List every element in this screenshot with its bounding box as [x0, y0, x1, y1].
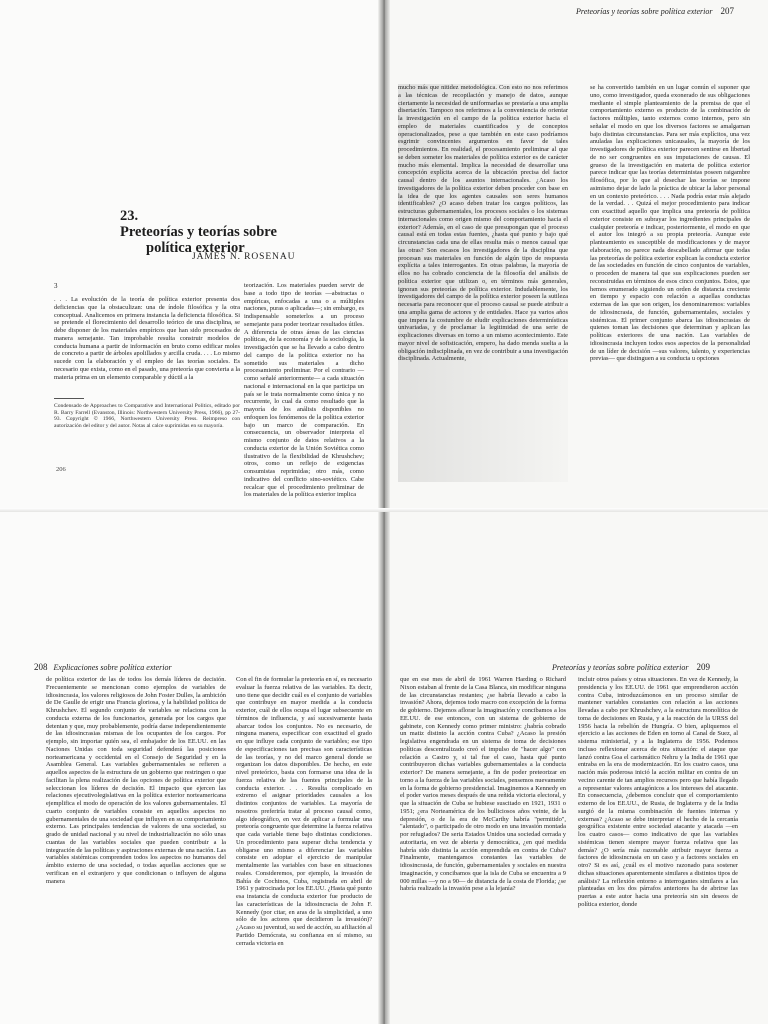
running-header [34, 662, 172, 672]
running-title: Preteorías y teorías sobre política exterior [552, 663, 689, 672]
footnote: Condensado de Approaches to Comparative and International Politics, editado por R. Barry Farrell (Evanston, Illinois: Northwestern University Press, 1966), pp 27-93. Copyright © 1966, Northwestern University Press. Reimpreso con autorización del editor y del autor. Notas al calce suprimidas en su mayoría. [54, 403, 240, 429]
bottom-spread [0, 512, 768, 1024]
paragraph: incluir otros países y otras situaciones. En vez de Kennedy, la presidencia y los EE.UU. de 1961 que emprendieron acción contra Cuba, introduzcámonos en un proceso similar de mantener variables constantes con relación a las acciones llevadas a cabo por Khrushchev, a la estructura monolítica de toma de decisiones en Rusia, y a la reacción de la URSS del 1956 hacia la rebelión de Hungría. O bien, apliquemos el ejercicio a las acciones de Eden en torno al Canal de Suez, al sistema ministerial, y a la Inglaterra de 1956. Podemos incluso reflexionar acerca de otra situación: el ataque que lanzó contra Goa el carismático Nehru y la India de 1961 que entraba en la era de modernización. En los cuatro casos, una nación más poderosa inició la acción militar en contra de un vecino carente de tan amplios recursos pero que había llegado a representar valores antagónicos a los intereses del atacante. En consecuencia, ¿debemos concluir que el comportamiento externo de los EE.UU., de Rusia, de Inglaterra y de la India surgió de la misma combinación de fuentes internas y externas? ¿Acaso se debe interpretar el hecho de la cercanía geográfica existente entre sociedad atacante y atacada —en los cuatro casos— como indicativo de que las variables sistémicas tienen siempre mayor fuerza relativa que las demás? ¿O sería más razonable atribuir mayor fuerza a factores de idiosincrasia en un caso y a factores sociales en otro? Si es así, ¿cuál es el motivo razonado para sostener dichas situaciones aparentemente similares a distintos tipos de análisis? La reflexión entorno a interrogantes similares a las planteadas en los dos párrafos anteriores ha de abrirse las puertas a este autor hacia una preteoría sin sin deseos de política exterior, donde [578, 676, 738, 908]
text-column [400, 676, 566, 1024]
page-207 [384, 0, 768, 512]
paragraph: se ha convertido también en un lugar común el suponer que uno, como investigador, queda exonerado de sus obligaciones mediante el simple planteamiento de la premisa de que el comportamiento externo es producto de la combinación de factores múltiples, tanto externos como internos, pero sin señalar el modo en que los diversos factores se amalgaman bajo distintas circunstancias. Para ser más explícitos, una vez anuladas las explicaciones unicausales, la mayoría de los investigadores de política exterior parecen sentirse en libertad de no ser congruentes en sus imputaciones de causas. El grueso de la investigación en materia de política exterior parece indicar que las teorías deterministas poseen raigambre filosófica, por lo que al desechar las teorías se impone asimismo dejar de lado la práctica de ubicar la labor personal en un contexto preteórico. . . . Nada podría estar más alejado de la verdad. . . Quizá el mejor procedimiento para indicar con exactitud aquello que implica una preteoría de política exterior consiste en subrayar los ingredientes principales de cualquier preteoría e indicar, posteriormente, el modo en que el autor los integró a su propia preteoría. Aunque este planteamiento es susceptible de modificaciones y de mayor elaboración, no parece nada descabellado afirmar que todas las preteorías de política exterior explican la conducta exterior de las sociedades en función de cinco conjuntos de variables, o proceden de manera tal que sus explicaciones pueden ser reconstruidas en términos de esos cinco conjuntos. Estos, que hemos enumerado siguiendo un orden de distancia creciente en tiempo y espacio con relación a aquellas conductas externas de las que son origen, los denominaremos: variables de idiosincrasia, de función, gubernamentales, sociales y sistémicas. El primer conjunto abarca las idiosincrasias de quienes toman las decisiones que determinan y aplican las políticas exteriores de una nación. Las variables de idiosincrasia incluyen todos esos aspectos de la personalidad de un líder de decisión —sus valores, talento, y experiencias previas— que distinguen a su conducta u opciones [590, 84, 750, 363]
page-206 [0, 0, 382, 512]
text-column [236, 676, 372, 1024]
section-numeral: 3 [54, 282, 58, 290]
paragraph: Con el fin de formular la preteoría en sí, es necesario evaluar la fuerza relativa de las variables. Es decir, uno tiene que decidir cuál es el conjunto de variables que contribuye en mayor medida a la conducta exterior, cuál de ellos ocupa el lugar subsecuente en términos de influencia, y así sucesivamente hasta abarcar todos los conjuntos. No es necesario, de ninguna manera, especificar con exactitud el grado en que influye cada conjunto de variables; ese tipo de especificaciones tan precisas son características de las teorías, y no del marco general donde se organizan los datos disponibles. De hecho, en este nivel preteórico, basta con formarse una idea de la fuerza relativa de las fuentes principales de la conducta exterior. . . . Resulta complicado en extremo el asignar prioridades causales a los distintos conjuntos de variables. La mayoría de nosotros preferiría tratar al proceso causal como, algo ideográfico, en vez de aplicar a formular una preteoría congruente que determine la fuerza relativa que cada variable tiene bajo distintas condiciones. Un procedimiento para superar dicha tendencia y obligarse uno mismo a diferenciar las variables consiste en adoptar el ejercicio de manipular mentalmente las variables con base en situaciones reales. Consideremos, por ejemplo, la invasión de Bahía de Cochinos, Cuba, registrada en abril de 1961 y patrocinada por los EE.UU. ¿Hasta qué punto esa instancia de conducta exterior fue producto de las características de la idiosincracia de John F. Kennedy (por citar, en aras de la simplicidad, a uno sólo de los actores que decidieron la invasión)? ¿Acaso su juventud, su sed de acción, su afiliación al Partido Demócrata, su confianza en sí mismo, su cerrada victoria en [236, 676, 372, 947]
text-column [590, 84, 750, 482]
running-header [552, 662, 710, 672]
running-title: Preteorías y teorías sobre política exterior [576, 7, 713, 16]
text-column [54, 296, 240, 394]
paragraph: . . . La evolución de la teoría de política exterior presenta dos deficiencias que la obstaculizan: una de índole filosófica y la otra conceptual. Analicemos en primera instancia la deficiencia filosófica. Si se pretende el florecimiento del desarrollo teórico de una disciplina, se debe disponer de los materiales empíricos que han sido procesados de manera semejante. Tan improbable resulta construir modelos de conducta humana a partir de información en bruto como edificar moles de concreto a partir de árboles apolillados y arcilla cruda. . . . Lo mismo sucede con la elaboración y el empleo de las teorías sociales. Es necesario que exista, como en el pasado, una preteoría que convierta a la materia prima en un elemento comparable y dúctil a la [54, 296, 240, 381]
running-title: Explicaciones sobre política exterior [53, 663, 172, 672]
page-number: 209 [696, 662, 710, 672]
text-column [244, 282, 364, 499]
chapter-number: 23. [120, 208, 139, 224]
chapter-title-line1 [120, 208, 277, 240]
page-208 [0, 512, 382, 1024]
paragraph: de política exterior de las de todos los demás líderes de decisión. Frecuentemente se mencionan como ejemplos de variables de idiosincrasia, los valores religiosos de John Foster Dulles, la ambición de De Gaulle de erigir una Francia gloriosa, y la habilidad política de Khrushchev. El segundo conjunto de variables se relaciona con la conducta externa de los funcionarios, generada por los cargos que detentan y que, muy probablemente, podría darse independientemente de las idiosincrasias mismas de los ocupantes de los cargos. Por ejemplo, sin importar quién sea, el embajador de los EE.UU. en las Naciones Unidas con toda seguridad defenderá las posiciones norteamericana y occidental en el Consejo de Seguridad y en la Asamblea General. Las variables gubernamentales se refieren a aquellos aspectos de la estructura de un gobierno que restringen o que facilitan la plena realización de las opciones de política exterior que seleccionan los líderes de decisión. El impacto que ejercen las relaciones ejecutivolegislativas en la política exterior norteamericana ejemplifica el modo de operación de los valores gubernamentales. El cuarto conjunto de variables consiste en aquellos aspectos no gubernamentales de una sociedad que influyen en su comportamiento externo. Las principales tendencias de valores de una sociedad, su grado de unidad nacional y su nivel de industrialización no sólo unas cuantas de las variables sociales que pueden contribuir a la integración de las políticas y aspiraciones externas de una nación. Las variables sistémicas comprenden todos los aspectos no humanos del ámbito externo de una sociedad, o todas aquellas acciones que se verifican en el extranjero y que condicionan o influyen de alguna manera [46, 676, 226, 885]
chapter-author: JAMES N. ROSENAU [192, 252, 296, 262]
running-header [576, 6, 734, 16]
page-number: 206 [56, 466, 66, 473]
page-number: 208 [34, 662, 48, 672]
book-gutter [378, 512, 390, 1024]
chapter-title [120, 208, 277, 256]
text-column [398, 84, 568, 482]
page-number: 207 [720, 6, 734, 16]
text-column [46, 676, 226, 1024]
paragraph: que en ese mes de abril de 1961 Warren Harding o Richard Nixon estaban al frente de la Casa Blanca, sin modificar ninguna de las circunstancias restantes; ¿se habría llevado a cabo la invasión? Ahora, dejemos todo macro con excepción de la forma de gobierno. Dejemos aflorar la imaginación y concibamos a los EE.UU. de ese entonces, con un sistema de gobierno de gabinete, con Kennedy como primer ministro: ¿habría cobrado un matiz distinto la acción contra Cuba? ¿Acaso la presión legislativa engendrada en un sistema de toma de decisiones políticas descentralizado creó el impulso de "hacer algo" con relación a Castro y, si tal fue el caso, hasta qué punto contribuyeron dichas variables gubernamentales a la conducta exterior? De manera semejante, a fin de poder preteorizar en torno a la fuerza de las variables sociales, pensemos nuevamente en la forma de gobierno presidencial. Imaginemos a Kennedy en el poder varios meses después de una reñida victoria electoral, y que la situación de Cuba se hubiese suscitado en 1921, 1931 o 1951; ¿era Norteamérica de los bulliciosos años veinte, de la depresión, o de la era de McCarthy habría "permitido", "alentado", o participado de otro modo en una invasión montada por refugiados? De seria Estados Unidos una sociedad cerrada y autoritaria, en vez de abierta y democrática, ¿en qué medida habría sido distinta la acción emprendida en contra de Cuba? Finalmente, mantengamos constantes las variables de idiosincrasia, de función, gubernamentales y sociales en nuestra imaginación, y concibamos que la isla de Cuba se encuentra a 9 000 millas —y no a 90— de distancia de la costa de Florida; ¿se habría realizado la invasión pese a la lejanía? [400, 676, 566, 893]
chapter-title-text: Preteorías y teorías sobre [120, 224, 277, 240]
paragraph: teorización. Los materiales pueden servir de base a todo tipo de teorías —abstractas o empíricas, enfocadas a una o a múltiples naciones, puras o aplicadas—; sin embargo, es indispensable someterlos a un proceso semejante para poder teorizar resultados útiles. A diferencia de otras áreas de las ciencias políticas, de la economía y de la sociología, la investigación que se ha llevado a cabo dentro del campo de la política exterior no ha sometido sus materiales a dicho procesamiento preliminar. Por el contrario —como señalé anteriormente— a cada situación nacional e internacional en la que participa un país se le trata normalmente como única y no recurrente, lo cual da como resultado que la mayoría de los análisis disponibles no enfoquen los fenómenos de la política exterior bajo un marco de comparación. En consecuencia, un observador interpreta el mismo conjunto de datos relativos a la conducta exterior de la Unión Soviética como ilustrativo de la flexibilidad de Khrushchev; otros, como un reflejo de exigencias consumistas reprimidas; otro más, como indicativo del conflicto sino-soviético. Cabe recalcar que el procedimiento preliminar de los materiales de la política exterior implica [244, 282, 364, 499]
chapter-title-line2: política exterior [146, 240, 245, 256]
page-209 [384, 512, 768, 1024]
book-gutter [378, 0, 390, 512]
footnote-rule [54, 398, 84, 399]
paragraph: mucho más que nitidez metodológica. Con esto no nos referimos a las técnicas de recopilación y manejo de datos, aunque ciertamente la necesidad de uniformarlas se prestaría a una amplia disertación. Tampoco nos referimos a la conveniencia de orientar la investigación en el campo de la política exterior hacia el empleo de materiales cuantificados y de conceptos operacionalizados, pese a que también en este caso podríamos esgrimir convincentes argumentos en favor de tales procedimientos. En realidad, el procesamiento preliminar al que se deben someter los materiales de política exterior es de carácter mucho más elemental. Implica la necesidad de desarrollar una concepción explícita acerca de la ubicación precisa del factor causal dentro de los asuntos internacionales. ¿Acaso los investigadores de la política exterior deben proceder con base en la idea de que los agentes causales son seres humanos identificables? ¿O acaso deben tratar los cargos políticos, las estructuras gubernamentales, los procesos sociales o los sistemas internacionales como origen mismo del comportamiento hacia el exterior? Además, en el caso de que presupongan que el proceso causal está en todas estas fuentes, ¿hasta qué punto y bajo qué circunstancias cada una de ellas resulta más o menos causal que las otras? Son escasos los investigadores de la disciplina que procesan sus materiales en función de algún tipo de respuesta explícita a tales interrogantes. En otras palabras, la mayoría de ellos no ha cobrado conciencia de la filosofía del análisis de política exterior que utilizan o, en términos más generales, ignoran sus preteorías de política exterior. Indudablemente, los investigadores del campo de la política exterior poseen la sutileza necesaria para reconocer que el proceso causal se puede atribuir a una amplia gama de actores y de entidades. Hace ya varios años que impera la costumbre de eludir explicaciones determinísticas univariadas, y de proclamar la legitimidad de una serie de explicaciones diversas en torno a un mismo acontecimiento. Este mayor nivel de sofisticación, empero, ha dado menda suelta a la obligación indisciplinada, en vez de contribuir a una investigación disciplinada. Actualmente, [398, 84, 568, 363]
text-column [578, 676, 738, 1024]
